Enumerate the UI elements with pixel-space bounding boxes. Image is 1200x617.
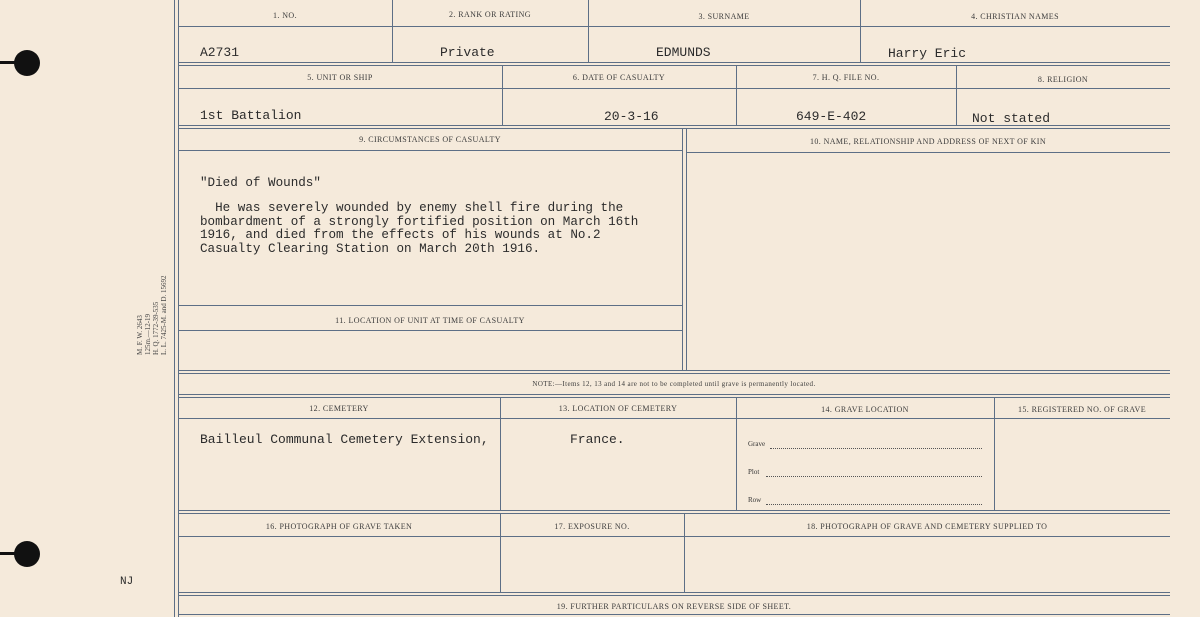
value-surname: EDMUNDS	[656, 45, 711, 60]
header-no: 1. NO.	[273, 11, 297, 20]
header-exposure-no: 17. EXPOSURE NO.	[554, 522, 630, 531]
header-next-of-kin: 10. NAME, RELATIONSHIP AND ADDRESS OF NEXT OF KIN	[809, 137, 1047, 146]
header-unit: 5. UNIT OR SHIP	[307, 73, 373, 82]
form-number-line2: 125m.—12-19	[144, 313, 152, 355]
header-circumstances: 9. CIRCUMSTANCES OF CASUALTY	[359, 135, 501, 144]
value-unit: 1st Battalion	[200, 108, 302, 123]
value-cause: "Died of Wounds"	[200, 176, 321, 190]
header-date: 6. DATE OF CASUALTY	[572, 73, 666, 82]
plot-field-label: Plot	[748, 468, 760, 476]
value-cemetery-country: France.	[570, 432, 625, 447]
header-cemetery: 12. CEMETERY	[309, 404, 369, 413]
header-registered-no: 15. REGISTERED NO. OF GRAVE	[1018, 405, 1146, 414]
header-grave-location: 14. GRAVE LOCATION	[821, 405, 909, 414]
value-circumstances-details: He was severely wounded by enemy shell fire during the bombardment of a strongly fortified position on March 16th 1916, and died from the effects of his wounds at No.2 Casualty Clearing Station on March 20th 1916.	[200, 201, 639, 256]
form-number-line4: L. L. 7425-M. and D. 15692	[160, 275, 168, 355]
value-cemetery: Bailleul Communal Cemetery Extension,	[200, 432, 489, 447]
punch-hole-bottom	[14, 541, 40, 567]
form-number-line1: M. F. W. 2643	[136, 315, 144, 355]
note-items-12-14: NOTE:—Items 12, 13 and 14 are not to be completed until grave is permanently located.	[532, 380, 816, 388]
grave-field-label: Grave	[748, 440, 766, 448]
form-number-line3: H. Q. 1772-39-535	[152, 301, 160, 355]
clerk-initials: NJ	[120, 576, 134, 588]
header-hq-file: 7. H. Q. FILE NO.	[812, 73, 880, 82]
header-rank: 2. RANK OR RATING	[449, 10, 531, 19]
value-date: 20-3-16	[604, 109, 659, 124]
value-religion: Not stated	[972, 111, 1051, 126]
value-christian-names: Harry Eric	[888, 46, 967, 61]
header-religion: 8. RELIGION	[1037, 75, 1089, 84]
value-hq-file: 649-E-402	[796, 109, 867, 124]
header-christian-names: 4. CHRISTIAN NAMES	[971, 12, 1059, 21]
header-photo-taken: 16. PHOTOGRAPH OF GRAVE TAKEN	[265, 522, 413, 531]
header-surname: 3. SURNAME	[698, 12, 750, 21]
value-rank: Private	[440, 45, 495, 60]
footer-further-particulars: 19. FURTHER PARTICULARS ON REVERSE SIDE OF SHEET.	[556, 602, 792, 611]
value-no: A2731	[200, 45, 240, 60]
header-photo-supplied: 18. PHOTOGRAPH OF GRAVE AND CEMETERY SUPPLIED TO	[806, 522, 1048, 531]
row-field-label: Row	[748, 496, 762, 504]
header-cemetery-location: 13. LOCATION OF CEMETERY	[558, 404, 678, 413]
header-location-of-unit: 11. LOCATION OF UNIT AT TIME OF CASUALTY	[335, 316, 525, 325]
punch-hole-top	[14, 50, 40, 76]
